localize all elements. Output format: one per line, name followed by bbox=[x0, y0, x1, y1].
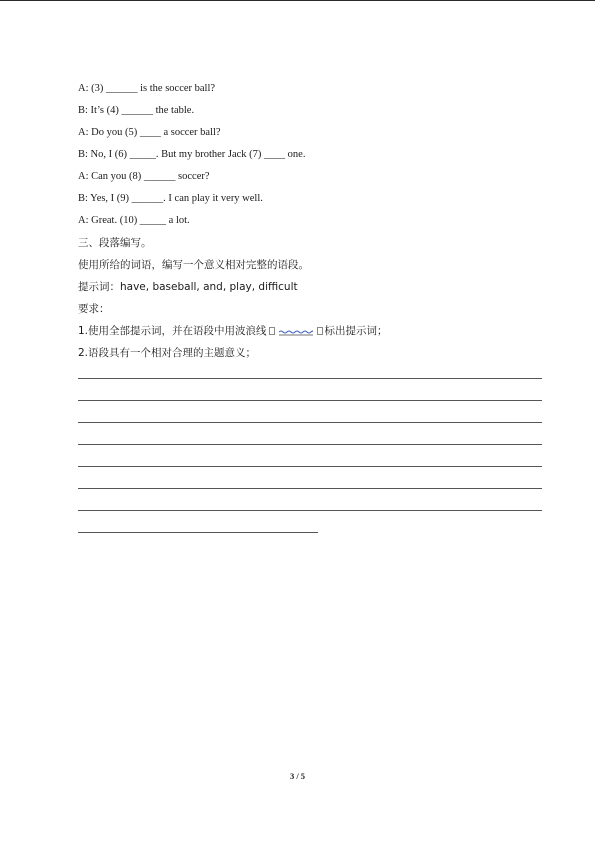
writing-lines[interactable] bbox=[78, 378, 542, 554]
dialogue-line: A: Great. (10) _____ a lot. bbox=[78, 215, 190, 226]
requirement-1-text-after: 标出提示词； bbox=[324, 325, 388, 337]
requirement-1-text-before: 1.使用全部提示词，并在语段中用波浪线 bbox=[78, 325, 267, 337]
section-instruction: 使用所给的词语，编写一个意义相对完整的语段。 bbox=[78, 259, 309, 271]
dialogue-line: A: Do you (5) ____ a soccer ball? bbox=[78, 127, 221, 138]
writing-line[interactable] bbox=[78, 532, 318, 533]
hint-words: 提示词：have, baseball, and, play, difficult bbox=[78, 281, 298, 293]
writing-line[interactable] bbox=[78, 422, 542, 423]
writing-line[interactable] bbox=[78, 466, 542, 467]
bracket-box-icon bbox=[317, 327, 323, 335]
dialogue-line: A: (3) ______ is the soccer ball? bbox=[78, 83, 216, 94]
writing-line[interactable] bbox=[78, 488, 542, 489]
writing-line[interactable] bbox=[78, 400, 542, 401]
wavy-underline-icon bbox=[279, 326, 313, 336]
section-heading: 三、段落编写。 bbox=[78, 237, 152, 249]
page-number: 3 / 5 bbox=[289, 771, 306, 781]
dialogue-line: B: Yes, I (9) ______. I can play it very well. bbox=[78, 193, 263, 204]
header-rule bbox=[0, 0, 595, 1]
worksheet-body bbox=[78, 78, 543, 364]
requirements-label: 要求： bbox=[78, 303, 110, 315]
writing-line[interactable] bbox=[78, 378, 542, 379]
dialogue-line: B: No, I (6) _____. But my brother Jack (7) ____ one. bbox=[78, 149, 306, 160]
writing-line[interactable] bbox=[78, 444, 542, 445]
requirement-2: 2.语段具有一个相对合理的主题意义； bbox=[78, 347, 257, 359]
writing-line[interactable] bbox=[78, 510, 542, 511]
dialogue-line: B: It’s (4) ______ the table. bbox=[78, 105, 195, 116]
requirement-1 bbox=[78, 320, 543, 342]
bracket-box-icon bbox=[269, 327, 275, 335]
dialogue-line: A: Can you (8) ______ soccer? bbox=[78, 171, 210, 182]
